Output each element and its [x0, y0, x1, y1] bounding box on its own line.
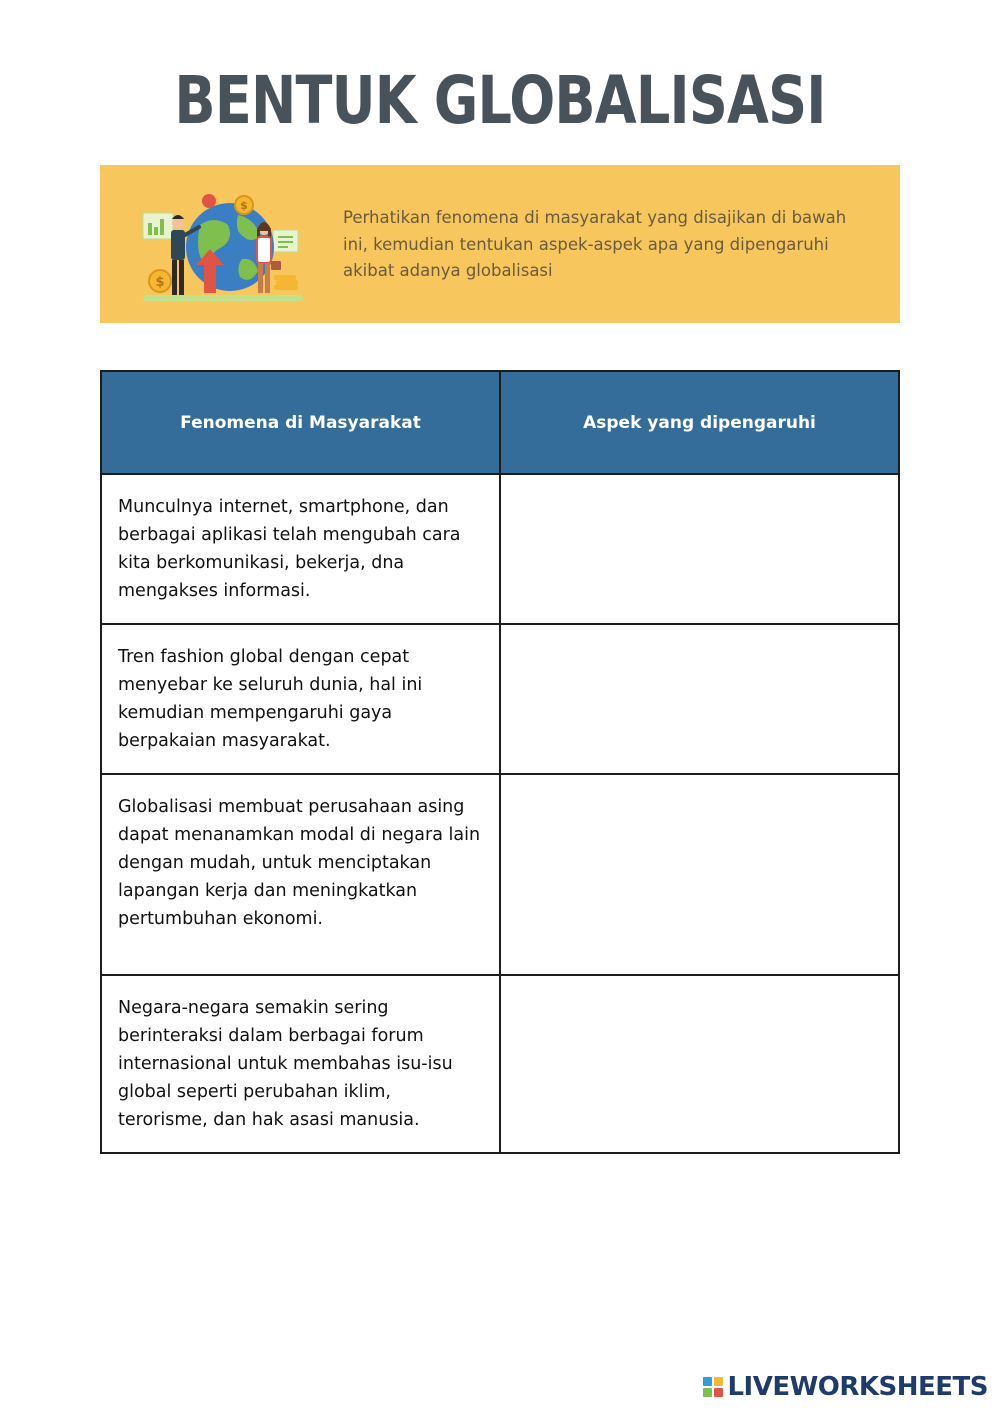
liveworksheets-logo[interactable]: [703, 1372, 988, 1402]
table-row: [101, 774, 899, 975]
page-title: BENTUK GLOBALISASI: [174, 62, 826, 139]
table-row: [101, 474, 899, 624]
svg-text:$: $: [155, 275, 165, 290]
svg-text:$: $: [240, 199, 248, 212]
instruction-text: Perhatikan fenomena di masyarakat yang disajikan di bawah ini, kemudian tentukan aspek-aspek apa yang dipengaruhi akibat adanya globalisasi: [343, 208, 847, 280]
table-row: [101, 975, 899, 1153]
globalization-illustration: [138, 185, 308, 305]
aspect-answer-cell[interactable]: [500, 774, 899, 975]
column-header-phenomenon: Fenomena di Masyarakat: [101, 371, 500, 474]
phenomenon-cell: Negara-negara semakin sering berinteraksi dalam berbagai forum internasional untuk membahas isu-isu global seperti perubahan iklim, terorisme, dan hak asasi manusia.: [101, 975, 500, 1153]
table-header-row: [101, 371, 899, 474]
instruction-banner: [100, 165, 900, 323]
table-row: [101, 624, 899, 774]
phenomena-table: [100, 370, 900, 1154]
phenomenon-cell: Tren fashion global dengan cepat menyebar ke seluruh dunia, hal ini kemudian mempengaruhi gaya berpakaian masyarakat.: [101, 624, 500, 774]
phenomenon-cell: Globalisasi membuat perusahaan asing dapat menanamkan modal di negara lain dengan mudah, untuk menciptakan lapangan kerja dan meningkatkan pertumbuhan ekonomi.: [101, 774, 500, 975]
phenomenon-cell: Munculnya internet, smartphone, dan berbagai aplikasi telah mengubah cara kita berkomunikasi, bekerja, dna mengakses informasi.: [101, 474, 500, 624]
logo-blocks-icon: [703, 1377, 723, 1397]
logo-wordmark: LIVEWORKSHEETS: [727, 1372, 988, 1402]
aspect-answer-cell[interactable]: [500, 624, 899, 774]
column-header-aspect: Aspek yang dipengaruhi: [500, 371, 899, 474]
aspect-answer-cell[interactable]: [500, 474, 899, 624]
aspect-answer-cell[interactable]: [500, 975, 899, 1153]
